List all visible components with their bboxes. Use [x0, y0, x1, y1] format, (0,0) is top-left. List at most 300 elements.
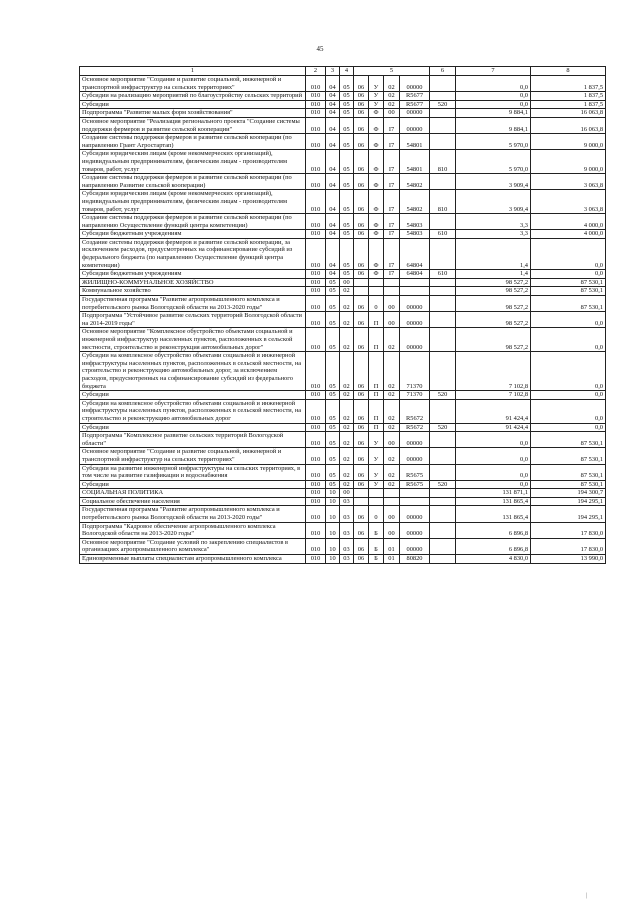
row-code-rz: 04	[326, 117, 340, 133]
row-name: СОЦИАЛЬНАЯ ПОЛИТИКА	[80, 489, 306, 498]
row-target-4: 54801	[400, 134, 430, 150]
row-target-3: 02	[384, 480, 400, 489]
row-target-2: У	[369, 448, 384, 464]
header-cell: 4	[340, 67, 354, 76]
row-value-2019: 3,3	[456, 230, 531, 239]
row-name: Государственная программа "Развитие агропромышленного комплекса и потребительского рынка Вологодской области на 2013-2020 годы"	[80, 296, 306, 312]
row-value-2019: 98 527,2	[456, 287, 531, 296]
row-code-rz: 05	[326, 399, 340, 423]
row-target-2: П	[369, 328, 384, 352]
row-target-1: 06	[354, 150, 369, 174]
row-code-gr: 010	[306, 506, 326, 522]
row-target-3: I7	[384, 150, 400, 174]
row-code-pr: 02	[340, 464, 354, 480]
table-row	[80, 464, 606, 480]
row-code-gr: 010	[306, 480, 326, 489]
row-target-2: Б	[369, 555, 384, 564]
row-target-3: 02	[384, 92, 400, 101]
row-code-pr: 02	[340, 480, 354, 489]
row-name: Субсидии	[80, 100, 306, 109]
row-target-1	[354, 497, 369, 506]
row-target-2: Б	[369, 522, 384, 538]
row-code-pr: 05	[340, 76, 354, 92]
row-target-1: 06	[354, 190, 369, 214]
row-code-rz: 05	[326, 480, 340, 489]
row-code-rz: 05	[326, 352, 340, 391]
row-value-2020: 1 837,5	[531, 92, 606, 101]
row-target-1: 06	[354, 100, 369, 109]
row-target-4: R5677	[400, 92, 430, 101]
row-code-rz: 05	[326, 448, 340, 464]
row-value-2019: 4 830,0	[456, 555, 531, 564]
row-name: Субсидии на комплексное обустройство объектами социальной и инженерной инфраструктуры населенных пунктов, расположенных в сельской местности, на строительство и реконструкцию автомобильных дорог, за исключением расходов, предусмотренных на софинансирование субсидий из федерального бюджета	[80, 352, 306, 391]
row-target-4: 00000	[400, 296, 430, 312]
row-target-3: 00	[384, 506, 400, 522]
row-target-2	[369, 497, 384, 506]
row-code-rz: 04	[326, 238, 340, 269]
table-row	[80, 391, 606, 400]
row-target-2: П	[369, 312, 384, 328]
row-value-2019: 3,3	[456, 214, 531, 230]
row-code-gr: 010	[306, 287, 326, 296]
row-code-rz: 05	[326, 312, 340, 328]
row-value-2019: 98 527,2	[456, 296, 531, 312]
row-target-1: 06	[354, 76, 369, 92]
table-row	[80, 489, 606, 498]
row-code-vr	[430, 352, 456, 391]
row-target-3: I7	[384, 270, 400, 279]
row-target-1: 06	[354, 391, 369, 400]
budget-table	[79, 66, 606, 564]
row-target-3: I7	[384, 174, 400, 190]
row-target-4: 00000	[400, 109, 430, 118]
row-target-1: 06	[354, 423, 369, 432]
row-target-2: П	[369, 391, 384, 400]
row-code-pr: 02	[340, 352, 354, 391]
row-value-2020: 87 530,1	[531, 278, 606, 287]
row-target-2: П	[369, 352, 384, 391]
row-target-3: I7	[384, 190, 400, 214]
row-name: Основное мероприятие "Создание условий по закреплению специалистов в организациях агропромышленного комплекса"	[80, 538, 306, 554]
row-value-2020: 17 830,0	[531, 538, 606, 554]
row-target-3: 02	[384, 423, 400, 432]
row-target-2: Ф	[369, 109, 384, 118]
row-target-2: Ф	[369, 190, 384, 214]
row-target-4: R5675	[400, 464, 430, 480]
row-code-rz: 05	[326, 296, 340, 312]
table-row	[80, 214, 606, 230]
row-code-rz: 05	[326, 423, 340, 432]
row-code-vr	[430, 117, 456, 133]
row-value-2019: 1,4	[456, 238, 531, 269]
row-value-2019: 98 527,2	[456, 278, 531, 287]
row-code-vr	[430, 555, 456, 564]
row-code-pr: 05	[340, 150, 354, 174]
row-value-2019: 9 884,1	[456, 117, 531, 133]
row-target-4: 54801	[400, 150, 430, 174]
row-code-gr: 010	[306, 464, 326, 480]
table-row	[80, 150, 606, 174]
row-code-gr: 010	[306, 92, 326, 101]
header-cell: 8	[531, 67, 606, 76]
table-row	[80, 296, 606, 312]
row-code-rz: 10	[326, 506, 340, 522]
row-code-vr: 520	[430, 100, 456, 109]
row-code-pr: 05	[340, 109, 354, 118]
row-name: Субсидии юридическим лицам (кроме некоммерческих организаций), индивидуальным предпринимателям, физическим лицам - производителям товаров, работ, услуг	[80, 150, 306, 174]
row-code-rz: 04	[326, 100, 340, 109]
row-target-4: 00000	[400, 328, 430, 352]
row-code-rz: 05	[326, 432, 340, 448]
row-name: Субсидии на комплексное обустройство объектами социальной и инженерной инфраструктуры населенных пунктов, расположенных в сельской местности, на строительство и реконструкцию автомобильных дорог	[80, 399, 306, 423]
row-value-2020: 87 530,1	[531, 464, 606, 480]
row-value-2020: 0,0	[531, 399, 606, 423]
row-target-3: 00	[384, 522, 400, 538]
row-target-1: 06	[354, 328, 369, 352]
row-name: Субсидии	[80, 480, 306, 489]
row-value-2020: 4 000,0	[531, 230, 606, 239]
row-code-gr: 010	[306, 190, 326, 214]
table-row	[80, 92, 606, 101]
table-row	[80, 522, 606, 538]
row-code-rz: 10	[326, 555, 340, 564]
row-code-gr: 010	[306, 352, 326, 391]
row-target-2	[369, 489, 384, 498]
row-value-2020: 194 300,7	[531, 489, 606, 498]
header-cell: 5	[354, 67, 430, 76]
row-code-pr: 00	[340, 278, 354, 287]
row-target-4: R5675	[400, 480, 430, 489]
row-name: Основное мероприятие "Комплексное обустройство объектами социальной и инженерной инфраструктур населенных пунктов, расположенных в сельской местности, строительство и реконструкция автомобильных дорог"	[80, 328, 306, 352]
table-row	[80, 76, 606, 92]
table-row	[80, 538, 606, 554]
table-row	[80, 506, 606, 522]
row-value-2019: 7 102,8	[456, 352, 531, 391]
row-target-3	[384, 278, 400, 287]
header-cell: 6	[430, 67, 456, 76]
table-row	[80, 287, 606, 296]
row-target-3: 02	[384, 448, 400, 464]
row-name: Основное мероприятие "Создание и развитие социальной, инженерной и транспортной инфраструктур на сельских территориях"	[80, 76, 306, 92]
row-name: Субсидии на реализацию мероприятий по благоустройству сельских территорий	[80, 92, 306, 101]
header-row	[80, 67, 606, 76]
row-value-2019: 131 865,4	[456, 497, 531, 506]
row-target-2: У	[369, 480, 384, 489]
row-target-4	[400, 497, 430, 506]
row-code-vr: 520	[430, 423, 456, 432]
row-target-1: 06	[354, 352, 369, 391]
row-value-2020: 0,0	[531, 391, 606, 400]
row-target-2: Ф	[369, 270, 384, 279]
row-target-4: 71370	[400, 391, 430, 400]
row-value-2020: 3 063,8	[531, 174, 606, 190]
row-value-2020: 0,0	[531, 328, 606, 352]
row-value-2020: 16 063,8	[531, 117, 606, 133]
row-target-1: 06	[354, 432, 369, 448]
row-value-2020: 0,0	[531, 270, 606, 279]
row-target-3: 02	[384, 464, 400, 480]
table-row	[80, 134, 606, 150]
row-target-2	[369, 287, 384, 296]
row-target-4: 00000	[400, 432, 430, 448]
row-value-2019: 3 909,4	[456, 190, 531, 214]
row-code-gr: 010	[306, 432, 326, 448]
row-value-2020: 1 837,5	[531, 100, 606, 109]
row-value-2019: 0,0	[456, 100, 531, 109]
row-value-2019: 98 527,2	[456, 312, 531, 328]
row-target-3: 02	[384, 399, 400, 423]
row-target-2: Ф	[369, 214, 384, 230]
row-code-vr	[430, 538, 456, 554]
row-name: Субсидии юридическим лицам (кроме некоммерческих организаций), индивидуальным предпринимателям, физическим лицам - производителям товаров, работ, услуг	[80, 190, 306, 214]
row-code-pr: 05	[340, 134, 354, 150]
row-target-4: 00000	[400, 448, 430, 464]
row-target-4: 54803	[400, 214, 430, 230]
page-number: 45	[316, 45, 324, 53]
row-target-3	[384, 287, 400, 296]
row-code-gr: 010	[306, 270, 326, 279]
table-row	[80, 497, 606, 506]
row-name: Единовременные выплаты специалистам агропромышленного комплекса	[80, 555, 306, 564]
row-code-vr	[430, 506, 456, 522]
row-code-vr: 520	[430, 480, 456, 489]
row-target-2: Ф	[369, 174, 384, 190]
row-name: Субсидии	[80, 423, 306, 432]
row-value-2020: 87 530,1	[531, 287, 606, 296]
row-code-rz: 04	[326, 190, 340, 214]
row-name: Субсидии бюджетным учреждениям	[80, 270, 306, 279]
row-code-rz: 05	[326, 287, 340, 296]
row-name: Создание системы поддержки фермеров и развитие сельской кооперации (по направлению Грант Агростартап)	[80, 134, 306, 150]
row-target-3: 02	[384, 76, 400, 92]
row-code-vr	[430, 109, 456, 118]
row-code-pr: 03	[340, 497, 354, 506]
row-code-pr: 03	[340, 522, 354, 538]
row-code-rz: 10	[326, 522, 340, 538]
row-target-2: Б	[369, 538, 384, 554]
row-target-4: R5672	[400, 423, 430, 432]
row-value-2020: 0,0	[531, 352, 606, 391]
row-code-gr: 010	[306, 278, 326, 287]
row-target-3: I7	[384, 117, 400, 133]
row-code-pr: 03	[340, 506, 354, 522]
row-code-gr: 010	[306, 522, 326, 538]
row-target-2: У	[369, 432, 384, 448]
row-target-4	[400, 278, 430, 287]
row-target-3: 02	[384, 391, 400, 400]
row-code-pr: 02	[340, 328, 354, 352]
row-code-gr: 010	[306, 489, 326, 498]
row-target-2: Ф	[369, 238, 384, 269]
table-row	[80, 555, 606, 564]
row-target-4: 64804	[400, 270, 430, 279]
row-target-1: 06	[354, 214, 369, 230]
row-target-1: 06	[354, 230, 369, 239]
row-value-2019: 0,0	[456, 480, 531, 489]
row-code-vr: 810	[430, 190, 456, 214]
row-target-2: Ф	[369, 230, 384, 239]
row-name: Подпрограмма "Развитие малых форм хозяйствования"	[80, 109, 306, 118]
table-body	[80, 67, 606, 564]
row-value-2019: 5 970,0	[456, 134, 531, 150]
row-code-vr: 520	[430, 391, 456, 400]
row-code-rz: 04	[326, 150, 340, 174]
row-code-vr	[430, 448, 456, 464]
row-code-rz: 04	[326, 92, 340, 101]
row-name: ЖИЛИЩНО-КОММУНАЛЬНОЕ ХОЗЯЙСТВО	[80, 278, 306, 287]
row-target-2: П	[369, 423, 384, 432]
row-value-2019: 1,4	[456, 270, 531, 279]
row-target-2: 0	[369, 506, 384, 522]
row-code-rz: 05	[326, 464, 340, 480]
row-code-gr: 010	[306, 328, 326, 352]
row-value-2020: 87 530,1	[531, 480, 606, 489]
row-target-4: 00000	[400, 312, 430, 328]
row-value-2019: 7 102,8	[456, 391, 531, 400]
row-code-vr	[430, 214, 456, 230]
row-code-gr: 010	[306, 399, 326, 423]
row-code-gr: 010	[306, 238, 326, 269]
table-row	[80, 238, 606, 269]
row-target-2: Ф	[369, 117, 384, 133]
table-row	[80, 109, 606, 118]
table-row	[80, 328, 606, 352]
row-code-vr: 810	[430, 150, 456, 174]
row-code-gr: 010	[306, 391, 326, 400]
header-cell: 7	[456, 67, 531, 76]
row-target-2: Ф	[369, 134, 384, 150]
row-code-vr	[430, 174, 456, 190]
row-value-2019: 0,0	[456, 76, 531, 92]
row-target-1: 06	[354, 109, 369, 118]
row-code-vr	[430, 278, 456, 287]
row-target-3: 02	[384, 100, 400, 109]
row-code-gr: 010	[306, 312, 326, 328]
row-target-1	[354, 278, 369, 287]
row-target-4: 00000	[400, 76, 430, 92]
row-value-2020: 0,0	[531, 238, 606, 269]
row-value-2020: 0,0	[531, 312, 606, 328]
row-value-2020: 3 063,8	[531, 190, 606, 214]
row-code-vr	[430, 296, 456, 312]
table-row	[80, 399, 606, 423]
row-target-1: 06	[354, 296, 369, 312]
row-code-gr: 010	[306, 117, 326, 133]
row-target-3: I7	[384, 238, 400, 269]
row-target-3: I7	[384, 134, 400, 150]
row-code-rz: 04	[326, 134, 340, 150]
row-target-4: 71370	[400, 352, 430, 391]
row-name: Подпрограмма "Устойчивое развитие сельских территорий Вологодской области на 2014-2019 годы"	[80, 312, 306, 328]
row-target-4: 00000	[400, 522, 430, 538]
row-value-2020: 13 990,0	[531, 555, 606, 564]
row-target-1	[354, 489, 369, 498]
row-code-vr	[430, 497, 456, 506]
row-code-gr: 010	[306, 296, 326, 312]
row-target-4: 54803	[400, 230, 430, 239]
row-target-2: 0	[369, 296, 384, 312]
row-value-2020: 87 530,1	[531, 432, 606, 448]
row-code-pr: 05	[340, 174, 354, 190]
row-target-3	[384, 497, 400, 506]
row-code-vr	[430, 134, 456, 150]
row-code-gr: 010	[306, 76, 326, 92]
row-code-pr: 02	[340, 391, 354, 400]
row-name: Коммунальное хозяйство	[80, 287, 306, 296]
row-target-1: 06	[354, 270, 369, 279]
row-value-2019: 131 865,4	[456, 506, 531, 522]
row-value-2019: 0,0	[456, 448, 531, 464]
row-target-1: 06	[354, 480, 369, 489]
row-target-1: 06	[354, 506, 369, 522]
row-value-2020: 9 000,0	[531, 134, 606, 150]
row-target-1: 06	[354, 555, 369, 564]
row-value-2020: 194 295,1	[531, 497, 606, 506]
row-code-vr	[430, 464, 456, 480]
row-code-gr: 010	[306, 134, 326, 150]
row-code-vr	[430, 238, 456, 269]
row-value-2019: 91 424,4	[456, 423, 531, 432]
row-target-2	[369, 278, 384, 287]
row-target-2: У	[369, 464, 384, 480]
row-value-2019: 6 896,8	[456, 538, 531, 554]
row-code-pr: 03	[340, 538, 354, 554]
table-row	[80, 312, 606, 328]
row-code-vr: 610	[430, 230, 456, 239]
row-target-4: 80820	[400, 555, 430, 564]
row-code-pr: 05	[340, 117, 354, 133]
row-target-4	[400, 489, 430, 498]
row-value-2019: 91 424,4	[456, 399, 531, 423]
row-target-1: 06	[354, 92, 369, 101]
row-code-pr: 02	[340, 312, 354, 328]
row-target-1: 06	[354, 134, 369, 150]
row-code-pr: 05	[340, 100, 354, 109]
row-value-2019: 6 896,8	[456, 522, 531, 538]
row-code-vr	[430, 328, 456, 352]
row-target-3: 00	[384, 109, 400, 118]
row-name: Подпрограмма "Кадровое обеспечение агропромышленного комплекса Вологодской области на 2013-2020 годы"	[80, 522, 306, 538]
header-cell: 3	[326, 67, 340, 76]
row-code-pr: 02	[340, 423, 354, 432]
row-code-pr: 03	[340, 555, 354, 564]
row-code-gr: 010	[306, 555, 326, 564]
row-code-pr: 05	[340, 92, 354, 101]
table-row	[80, 480, 606, 489]
row-code-pr: 05	[340, 214, 354, 230]
row-target-2: У	[369, 76, 384, 92]
table-row	[80, 174, 606, 190]
row-code-pr: 05	[340, 238, 354, 269]
row-code-gr: 010	[306, 109, 326, 118]
table-row	[80, 352, 606, 391]
row-name: Создание системы поддержки фермеров и развитие сельской кооперации, за исключением расходов, предусмотренных на софинансирование субсидий из федерального бюджета (по направлению Осуществление функций центра компетенции)	[80, 238, 306, 269]
row-value-2020: 17 830,0	[531, 522, 606, 538]
row-target-1	[354, 287, 369, 296]
row-code-gr: 010	[306, 174, 326, 190]
row-name: Создание системы поддержки фермеров и развитие сельской кооперации (по направлению Осуществление функций центра компетенции)	[80, 214, 306, 230]
row-target-4: 54802	[400, 190, 430, 214]
row-target-1: 06	[354, 522, 369, 538]
row-value-2020: 0,0	[531, 423, 606, 432]
row-code-rz: 10	[326, 489, 340, 498]
row-code-rz: 05	[326, 391, 340, 400]
row-value-2020: 9 000,0	[531, 150, 606, 174]
table-row	[80, 100, 606, 109]
row-target-1: 06	[354, 117, 369, 133]
row-code-gr: 010	[306, 214, 326, 230]
row-target-1: 06	[354, 538, 369, 554]
